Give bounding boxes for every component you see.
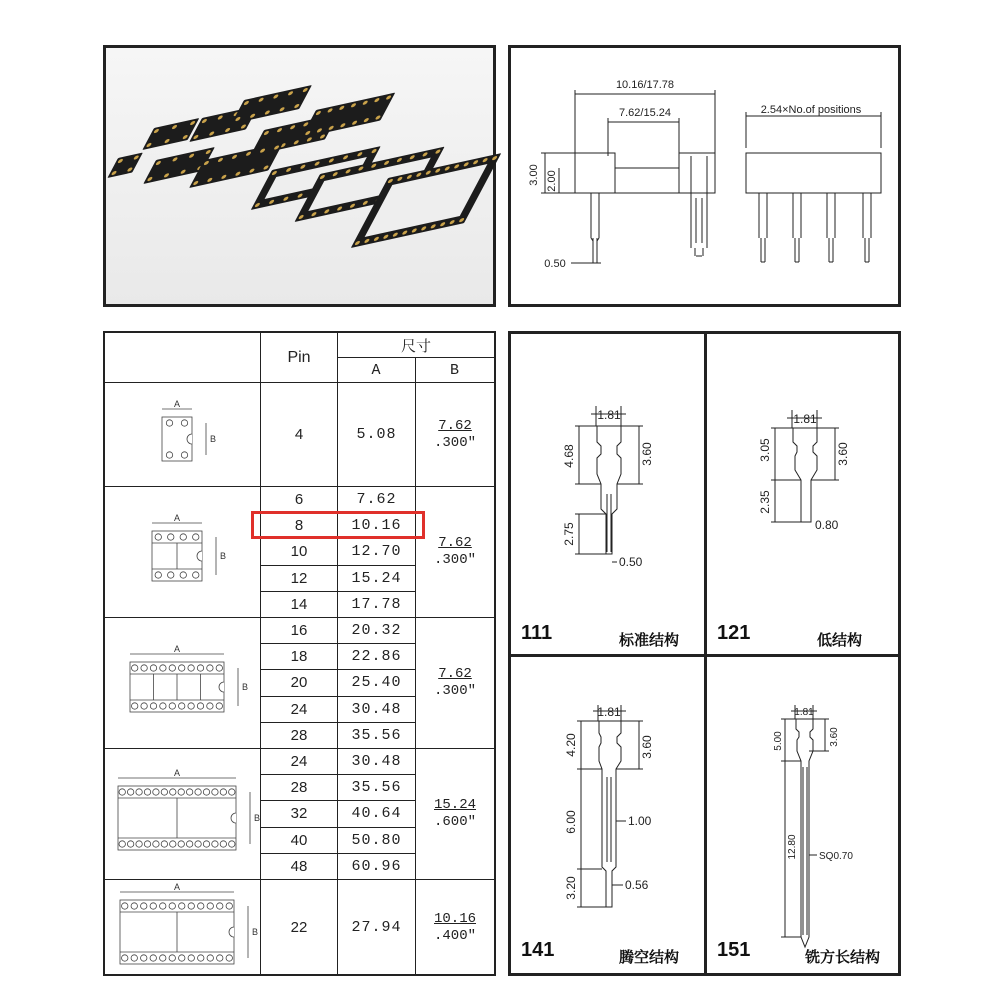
table-row (105, 383, 495, 487)
table-row (105, 749, 495, 775)
diagram-label-a: A (173, 881, 180, 892)
pin-111-dim-top: 1.81 (597, 408, 621, 422)
pin-141-dim-d4: 1.00 (628, 814, 652, 828)
pin-141-dim-top: 1.81 (597, 705, 621, 719)
pin-count-cell: 24 (261, 696, 338, 722)
dim-a-cell: 17.78 (338, 591, 416, 617)
diagram-label-b: B (241, 682, 248, 692)
pin-141-dim-d2: 3.60 (640, 735, 654, 759)
dim-a-cell: 40.64 (338, 801, 416, 827)
dim-a-cell: 22.86 (338, 644, 416, 670)
pin-121-name: 低结构 (817, 632, 863, 649)
dim-a-cell: 60.96 (338, 853, 416, 879)
pin-111-dim-d1: 4.68 (562, 444, 576, 468)
pin-121-dim-d1: 3.05 (758, 438, 772, 462)
pin-count-cell: 28 (261, 775, 338, 801)
pin-151-code: 151 (717, 939, 751, 961)
pin-151-dim-top: 1.81 (794, 707, 814, 718)
pin-count-cell: 6 (261, 487, 338, 513)
pin-111-dim-d3: 2.75 (562, 522, 576, 546)
dim-a-cell: 15.24 (338, 565, 416, 591)
dim-b-inch: .300″ (434, 683, 477, 699)
pin-121-drawing (707, 334, 900, 654)
socket-outline-diagram (108, 882, 258, 974)
dim-a-cell: 7.62 (338, 487, 416, 513)
dim-b-inch: .300″ (434, 434, 477, 451)
pin-count-cell: 10 (261, 539, 338, 565)
socket-outline-diagram (108, 487, 258, 617)
diagram-label-b: B (251, 926, 258, 937)
header-b: B (416, 358, 495, 383)
pin-count-cell: 40 (261, 827, 338, 853)
pin-count-cell: 14 (261, 591, 338, 617)
dim-a-cell: 50.80 (338, 827, 416, 853)
socket-diagram-cell (105, 618, 261, 749)
diagram-label-a: A (173, 398, 180, 409)
product-photo-panel (103, 45, 496, 307)
dim-b-mm: 7.62 (438, 535, 472, 551)
socket-outline-diagram (108, 385, 258, 485)
pin-count-cell: 16 (261, 618, 338, 644)
table-row (105, 618, 495, 644)
header-pin: Pin (261, 333, 338, 383)
dim-a-cell: 10.16 (338, 513, 416, 539)
highlight-row-8-pin (251, 511, 425, 539)
pin-111-code: 111 (521, 622, 553, 644)
pin-151-dim-d2: 3.60 (829, 727, 840, 747)
header-size: 尺寸 (338, 333, 495, 358)
dimension-drawing-panel (508, 45, 901, 307)
pin-111-dim-d2: 3.60 (640, 442, 654, 466)
table-row (105, 487, 495, 513)
diagram-label-b: B (219, 551, 226, 561)
pin-111-name: 标准结构 (619, 632, 680, 649)
pin-121-dim-top: 1.81 (793, 412, 817, 426)
dim-height-total: 3.00 (528, 164, 540, 186)
dim-height-body: 2.00 (546, 170, 558, 192)
pin-count-cell: 24 (261, 749, 338, 775)
pin-types-panel (508, 331, 901, 976)
pin-count-cell: 22 (261, 880, 338, 976)
dim-b-mm: 7.62 (438, 417, 472, 434)
diagram-label-a: A (173, 644, 180, 654)
dim-b-cell (416, 487, 495, 618)
dim-b-mm: 10.16 (434, 910, 477, 927)
pin-111-dim-d4: 0.50 (619, 555, 643, 569)
diagram-label-a: A (173, 513, 180, 523)
socket-diagram-cell (105, 487, 261, 618)
dim-positions: 2.54×No.of positions (760, 104, 862, 116)
pin-count-cell: 48 (261, 853, 338, 879)
pin-121-code: 121 (717, 622, 751, 644)
diagram-label-b: B (253, 813, 260, 823)
pin-121-dim-d2: 3.60 (836, 442, 850, 466)
pin-121-dim-d3: 2.35 (758, 490, 772, 514)
dim-b-inch: .600″ (434, 814, 477, 830)
dim-a-cell: 5.08 (338, 383, 416, 487)
pin-count-cell: 20 (261, 670, 338, 696)
dim-b-mm: 7.62 (438, 666, 472, 682)
pin-141-code: 141 (521, 939, 555, 961)
pin-count-cell: 28 (261, 722, 338, 748)
dim-a-cell: 30.48 (338, 696, 416, 722)
socket-diagram-cell (105, 880, 261, 976)
header-a: A (338, 358, 416, 383)
socket-outline-diagram (108, 618, 258, 748)
dim-b-cell (416, 618, 495, 749)
dim-b-cell (416, 749, 495, 880)
pin-151-drawing (707, 657, 900, 977)
dim-inner: 7.62/15.24 (619, 107, 671, 119)
pin-121-dim-d4: 0.80 (815, 518, 839, 532)
dim-a-cell: 30.48 (338, 749, 416, 775)
table-row (105, 880, 495, 976)
pin-141-drawing (511, 657, 704, 977)
dim-b-cell (416, 880, 495, 976)
dim-b-mm: 15.24 (434, 797, 477, 813)
pin-111-drawing (511, 334, 704, 654)
socket-diagram-cell (105, 383, 261, 487)
dim-b-inch: .300″ (434, 552, 477, 568)
dim-a-cell: 27.94 (338, 880, 416, 976)
dim-a-cell: 25.40 (338, 670, 416, 696)
pin-count-cell: 8 (261, 513, 338, 539)
pin-151-dim-d1: 5.00 (773, 731, 784, 751)
pin-141-name: 腾空结构 (619, 949, 680, 966)
socket-dimension-drawing (511, 48, 898, 304)
pin-count-cell: 12 (261, 565, 338, 591)
pin-151-name: 铣方长结构 (805, 949, 881, 966)
diagram-label-a: A (173, 768, 180, 778)
socket-diagram-cell (105, 749, 261, 880)
pin-count-cell: 4 (261, 383, 338, 487)
dim-a-cell: 35.56 (338, 722, 416, 748)
header-blank-cell (105, 333, 261, 383)
pin-count-cell: 18 (261, 644, 338, 670)
pin-151-dim-d4: SQ0.70 (819, 851, 853, 862)
diagram-label-b: B (209, 433, 216, 444)
socket-outline-diagram (108, 749, 258, 879)
pin-141-dim-d1: 4.20 (564, 733, 578, 757)
dim-outer: 10.16/17.78 (615, 79, 675, 91)
socket-size-table (104, 332, 495, 976)
dim-a-cell: 12.70 (338, 539, 416, 565)
dim-a-cell: 35.56 (338, 775, 416, 801)
pin-151-dim-d3: 12.80 (787, 834, 798, 860)
pin-count-cell: 32 (261, 801, 338, 827)
ic-sockets-photo (106, 48, 493, 304)
pin-141-dim-d3: 6.00 (564, 810, 578, 834)
dim-b-inch: .400″ (434, 927, 477, 944)
dim-b-cell (416, 383, 495, 487)
dim-a-cell: 20.32 (338, 618, 416, 644)
pin-141-dim-d5: 3.20 (564, 876, 578, 900)
pin-141-dim-d6: 0.56 (625, 878, 649, 892)
dim-pin-width: 0.50 (544, 258, 566, 270)
